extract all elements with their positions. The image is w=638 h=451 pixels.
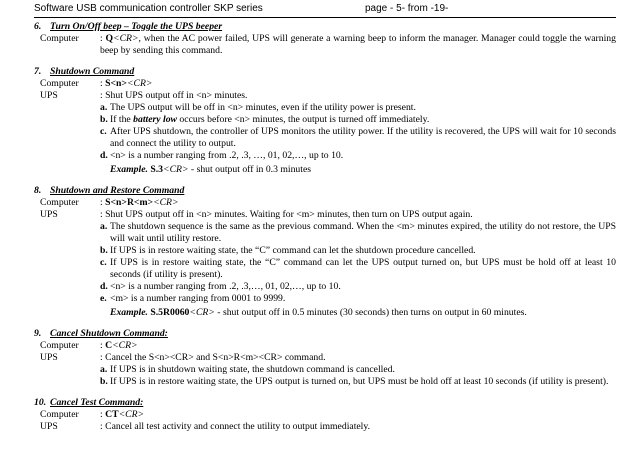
command-code: S<n> bbox=[105, 78, 127, 89]
sub-item-marker: c. bbox=[100, 257, 107, 268]
sub-item-text: occurs before <n> minutes, the output is turned off immediately. bbox=[177, 114, 430, 125]
section-heading bbox=[34, 21, 616, 33]
section-title: Turn On/Off beep – Toggle the UPS beeper bbox=[50, 21, 223, 32]
row-colon: : bbox=[100, 340, 106, 351]
command-code: S<n>R<m> bbox=[105, 197, 154, 208]
sub-item bbox=[34, 376, 616, 388]
command-code: C bbox=[105, 340, 113, 351]
example-description: - shut output off in 0.5 minutes (30 seconds) then turns on output in 60 minutes. bbox=[214, 307, 527, 318]
carriage-return: <CR> bbox=[153, 197, 179, 208]
example-command: S.3 bbox=[150, 164, 164, 175]
section-spacer bbox=[34, 319, 616, 328]
spec-row bbox=[34, 409, 616, 421]
section-7 bbox=[34, 66, 616, 176]
section-title: Cancel Shutdown Command: bbox=[50, 328, 168, 339]
sub-item-marker: a. bbox=[100, 102, 108, 113]
row-text bbox=[100, 340, 616, 352]
sub-item bbox=[34, 257, 616, 281]
section-number: 10. bbox=[34, 397, 47, 408]
header-title: Software USB communication controller SKP series bbox=[34, 3, 263, 14]
section-title: Shutdown Command bbox=[50, 66, 135, 77]
sub-item-text: If UPS is in restore waiting state, the UPS output is turned on, but UPS must be hold off at least 10 seconds (if utility is present). bbox=[110, 376, 609, 387]
sub-item-text: If the bbox=[110, 114, 134, 125]
section-title: Shutdown and Restore Command bbox=[50, 185, 185, 196]
section-8 bbox=[34, 185, 616, 319]
row-colon: : bbox=[100, 33, 106, 44]
sub-item-marker: a. bbox=[100, 221, 108, 232]
carriage-return: <CR> bbox=[113, 33, 139, 44]
row-text bbox=[100, 409, 616, 421]
section-9 bbox=[34, 328, 616, 388]
sub-item-text: <m> is a number ranging from 0001 to 9999. bbox=[110, 293, 286, 304]
section-spacer bbox=[34, 176, 616, 185]
sub-item-text: The shutdown sequence is the same as the previous command. When the <m> minutes expired, the utility do not restore, the UPS will wait until utility restore. bbox=[110, 221, 616, 244]
section-6 bbox=[34, 21, 616, 57]
sub-item-marker: b. bbox=[100, 245, 108, 256]
spec-row bbox=[34, 421, 616, 433]
row-text bbox=[100, 352, 616, 364]
section-number: 9. bbox=[34, 328, 42, 339]
row-colon: : bbox=[100, 197, 106, 208]
row-description: : Cancel all test activity and connect the utility to output immediately. bbox=[100, 421, 371, 432]
sub-item-text: If UPS is in shutdown waiting state, the shutdown command is cancelled. bbox=[110, 364, 395, 375]
section-heading bbox=[34, 66, 616, 78]
sub-item bbox=[34, 126, 616, 150]
sub-item-marker: d. bbox=[100, 281, 108, 292]
row-description: : Cancel the S<n><CR> and S<n>R<m><CR> command. bbox=[100, 352, 326, 363]
example-line bbox=[34, 164, 616, 176]
command-code: CT bbox=[105, 409, 119, 420]
row-colon: : bbox=[100, 409, 106, 420]
row-description: : Shut UPS output off in <n> minutes. Waiting for <m> minutes, then turn on UPS output again. bbox=[100, 209, 473, 220]
sub-item bbox=[34, 102, 616, 114]
sub-item-marker: c. bbox=[100, 126, 107, 137]
row-description: , when the AC power failed, UPS will generate a warning beep to inform the manager. Manager could toggle the warning beep by sending this command. bbox=[100, 33, 616, 56]
sub-item-marker: a. bbox=[100, 364, 108, 375]
carriage-return: <CR> bbox=[126, 78, 153, 89]
row-text bbox=[100, 421, 616, 433]
row-colon: : bbox=[100, 78, 106, 89]
example-description: - shut output off in 0.3 minutes bbox=[188, 164, 312, 175]
header-rule bbox=[34, 17, 616, 18]
carriage-return: <CR> bbox=[189, 307, 215, 318]
sub-item bbox=[34, 245, 616, 257]
sub-item bbox=[34, 364, 616, 376]
row-label: Computer bbox=[40, 340, 79, 351]
sub-item-text: <n> is a number ranging from .2, .3,…, 01, 02,…, up to 10. bbox=[110, 281, 341, 292]
example-label: Example. bbox=[110, 164, 148, 175]
carriage-return: <CR> bbox=[118, 409, 145, 420]
spec-row bbox=[34, 90, 616, 102]
sub-item-marker: d. bbox=[100, 150, 108, 161]
sub-item bbox=[34, 114, 616, 126]
sub-item bbox=[34, 221, 616, 245]
sub-item-marker: b. bbox=[100, 376, 108, 387]
row-label: UPS bbox=[40, 209, 58, 220]
section-spacer bbox=[34, 388, 616, 397]
row-label: Computer bbox=[40, 78, 79, 89]
row-label: UPS bbox=[40, 421, 58, 432]
row-label: UPS bbox=[40, 352, 58, 363]
example-command: S.5R0060 bbox=[150, 307, 190, 318]
spec-row bbox=[34, 78, 616, 90]
sub-item bbox=[34, 281, 616, 293]
carriage-return: <CR> bbox=[112, 340, 138, 351]
spec-row bbox=[34, 340, 616, 352]
sub-item-text: If UPS is in restore waiting state, the “C” command can let the shutdown procedure cancelled. bbox=[110, 245, 476, 256]
sub-item-text: After UPS shutdown, the controller of UPS monitors the utility power. If the utility is recovered, the UPS will wait for 10 seconds and connect the utility to output. bbox=[110, 126, 616, 149]
row-text bbox=[100, 209, 616, 221]
section-title: Cancel Test Command: bbox=[50, 397, 144, 408]
row-text bbox=[100, 33, 616, 57]
section-10 bbox=[34, 397, 616, 433]
row-label: Computer bbox=[40, 197, 79, 208]
spec-row bbox=[34, 209, 616, 221]
spec-row bbox=[34, 352, 616, 364]
spec-row bbox=[34, 33, 616, 57]
sub-item-text: If UPS is in restore waiting state, the “C” command can let the UPS output turned on, but UPS must be hold off at least 10 seconds (if utility is present). bbox=[110, 257, 616, 280]
document-body bbox=[34, 21, 616, 433]
example-line bbox=[34, 307, 616, 319]
emphasis: battery low bbox=[133, 114, 177, 125]
section-number: 6. bbox=[34, 21, 42, 32]
section-number: 8. bbox=[34, 185, 42, 196]
example-label: Example. bbox=[110, 307, 148, 318]
row-description: : Shut UPS output off in <n> minutes. bbox=[100, 90, 248, 101]
header-page-number: page - 5- from -19- bbox=[365, 3, 449, 14]
carriage-return: <CR> bbox=[163, 164, 189, 175]
section-heading bbox=[34, 397, 616, 409]
sub-item bbox=[34, 150, 616, 162]
section-heading bbox=[34, 185, 616, 197]
section-spacer bbox=[34, 57, 616, 66]
sub-item-text: The UPS output will be off in <n> minutes, even if the utility power is present. bbox=[110, 102, 416, 113]
sub-item bbox=[34, 293, 616, 305]
command-code: Q bbox=[105, 33, 114, 44]
row-text bbox=[100, 197, 616, 209]
row-text bbox=[100, 78, 616, 90]
row-label: Computer bbox=[40, 409, 79, 420]
row-text bbox=[100, 90, 616, 102]
section-number: 7. bbox=[34, 66, 42, 77]
page-header bbox=[34, 3, 616, 18]
spec-row bbox=[34, 197, 616, 209]
section-heading bbox=[34, 328, 616, 340]
sub-item-text: <n> is a number ranging from .2, .3, …, 01, 02,…, up to 10. bbox=[110, 150, 344, 161]
sub-item-marker: b. bbox=[100, 114, 108, 125]
row-label: UPS bbox=[40, 90, 58, 101]
sub-item-marker: e. bbox=[100, 293, 107, 304]
row-label: Computer bbox=[40, 33, 79, 44]
